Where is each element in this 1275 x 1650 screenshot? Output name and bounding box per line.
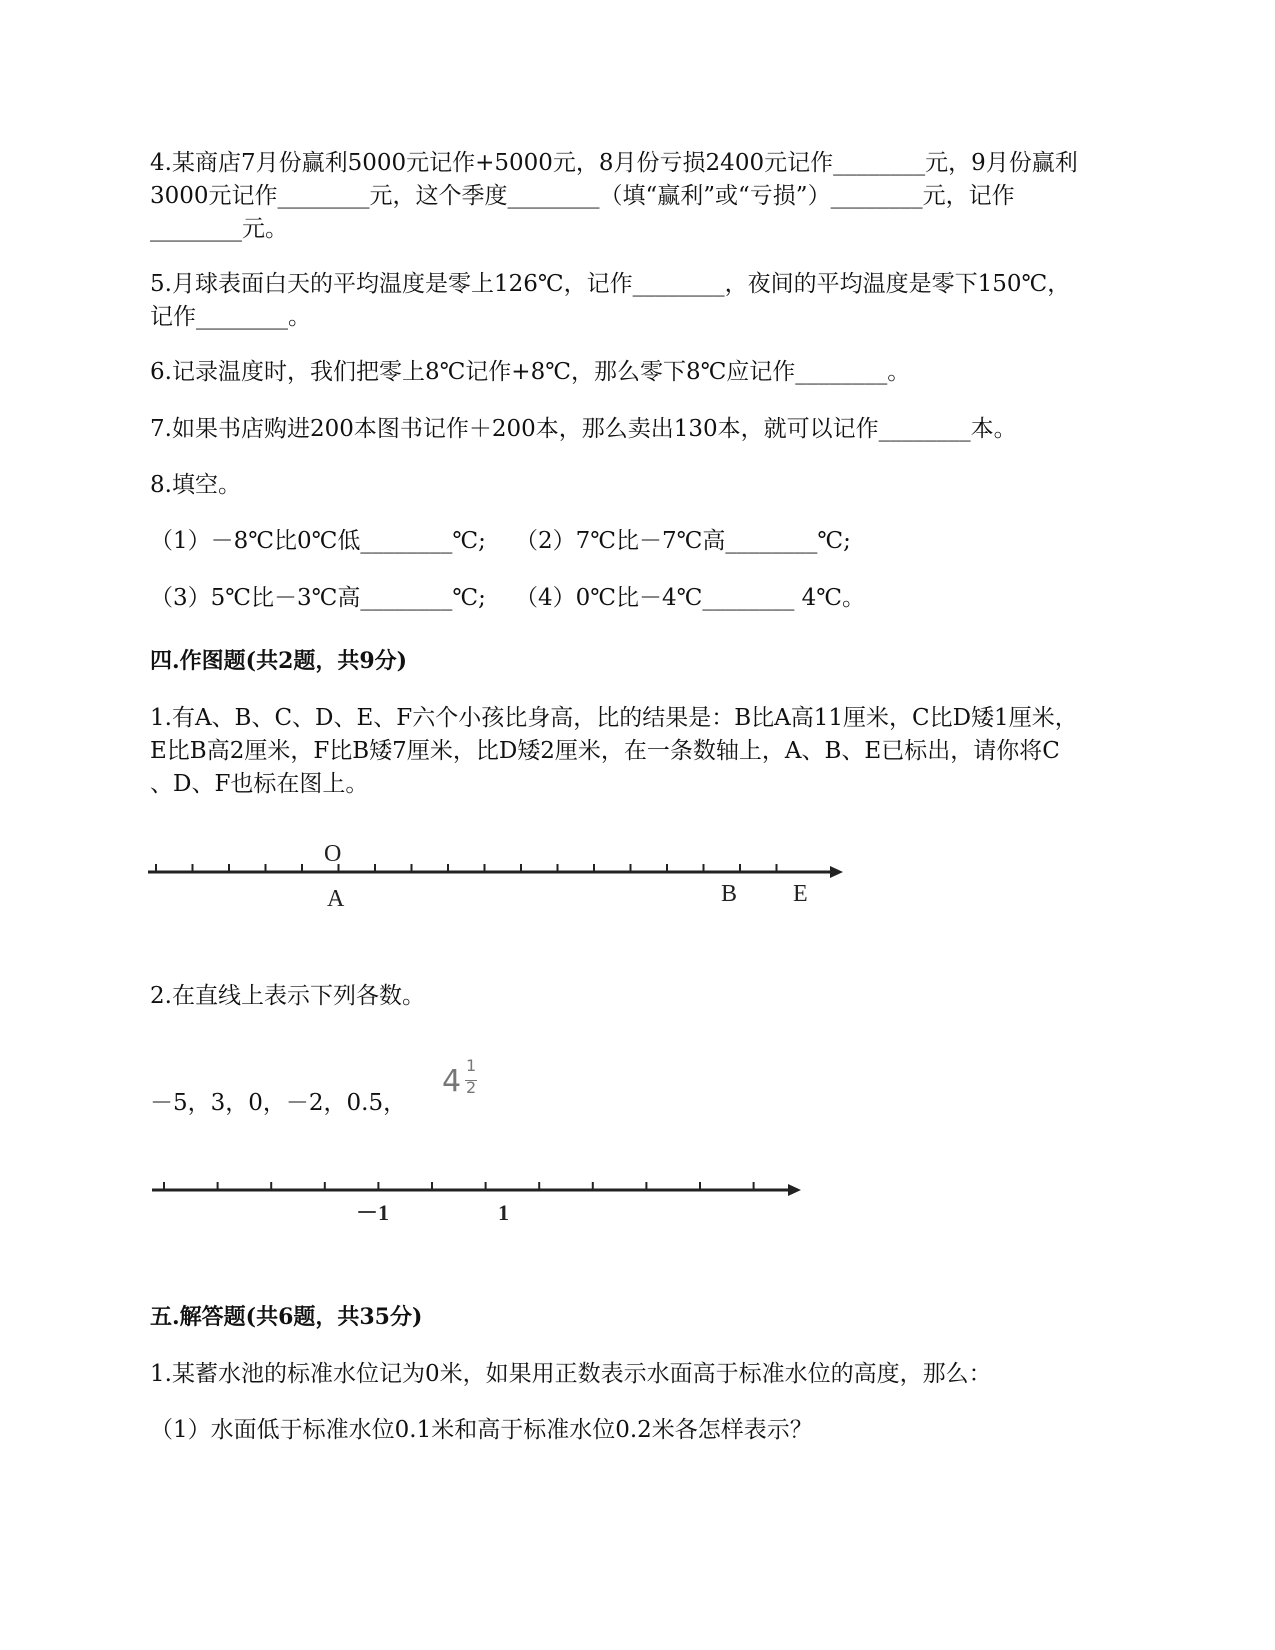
- q5-line1: 5.月球表面白天的平均温度是零上126℃，记作________，夜间的平均温度是零下150℃，: [150, 271, 1071, 297]
- s5-q1: 1.某蓄水池的标准水位记为0米，如果用正数表示水面高于标准水位的高度，那么：: [150, 1361, 992, 1387]
- point-b-label: B: [721, 881, 738, 907]
- point-e-label: E: [793, 881, 808, 907]
- q8-part4: （4）0℃比－4℃________ 4℃。: [515, 585, 866, 611]
- mixed-numerator: 1: [466, 1056, 477, 1075]
- q8-part2: （2）7℃比－7℃高________℃;: [515, 528, 851, 554]
- mixed-whole: 4: [442, 1064, 462, 1099]
- q4-line2: 3000元记作________元，这个季度________（填“赢利”或“亏损”）________元，记作: [150, 183, 1015, 209]
- q4-line3: ________元。: [150, 216, 288, 242]
- label-1: 1: [498, 1200, 509, 1225]
- number-axis-1: [148, 830, 868, 910]
- point-a-label: A: [327, 886, 345, 912]
- s4-q2-numbers: －5，3，0，－2，0.5，: [150, 1090, 407, 1116]
- q8-part3: （3）5℃比－3℃高________℃;: [150, 585, 486, 611]
- q8-part1: （1）－8℃比0℃低________℃;: [150, 528, 486, 554]
- number-axis-2: [152, 1170, 812, 1230]
- q5-line2: 记作________。: [150, 304, 311, 330]
- q7-text: 7.如果书店购进200本图书记作＋200本，那么卖出130本，就可以记作________本。: [150, 416, 1017, 442]
- s4-q1-line1: 1.有A、B、C、D、E、F六个小孩比身高，比的结果是：B比A高11厘米，C比D矮1厘米，: [150, 705, 1078, 731]
- section4-heading: 四.作图题(共2题，共9分): [150, 648, 408, 674]
- s4-q1-line2: E比B高2厘米，F比B矮7厘米，比D矮2厘米，在一条数轴上，A、B、E已标出，请你将C: [150, 738, 1060, 764]
- q8-title: 8.填空。: [150, 472, 241, 498]
- s4-q2-title: 2.在直线上表示下列各数。: [150, 983, 425, 1009]
- s4-q1-line3: 、D、F也标在图上。: [150, 771, 369, 797]
- s5-q1-part1: （1）水面低于标准水位0.1米和高于标准水位0.2米各怎样表示？: [150, 1417, 813, 1443]
- mixed-denominator: 2: [466, 1078, 477, 1097]
- q4-line1: 4.某商店7月份赢利5000元记作+5000元，8月份亏损2400元记作________元，9月份赢利: [150, 150, 1078, 176]
- label-neg1: －1: [356, 1200, 390, 1225]
- q6-text: 6.记录温度时，我们把零上8℃记作+8℃，那么零下8℃应记作________。: [150, 359, 911, 385]
- origin-label: O: [324, 841, 342, 867]
- section5-heading: 五.解答题(共6题，共35分): [150, 1304, 423, 1330]
